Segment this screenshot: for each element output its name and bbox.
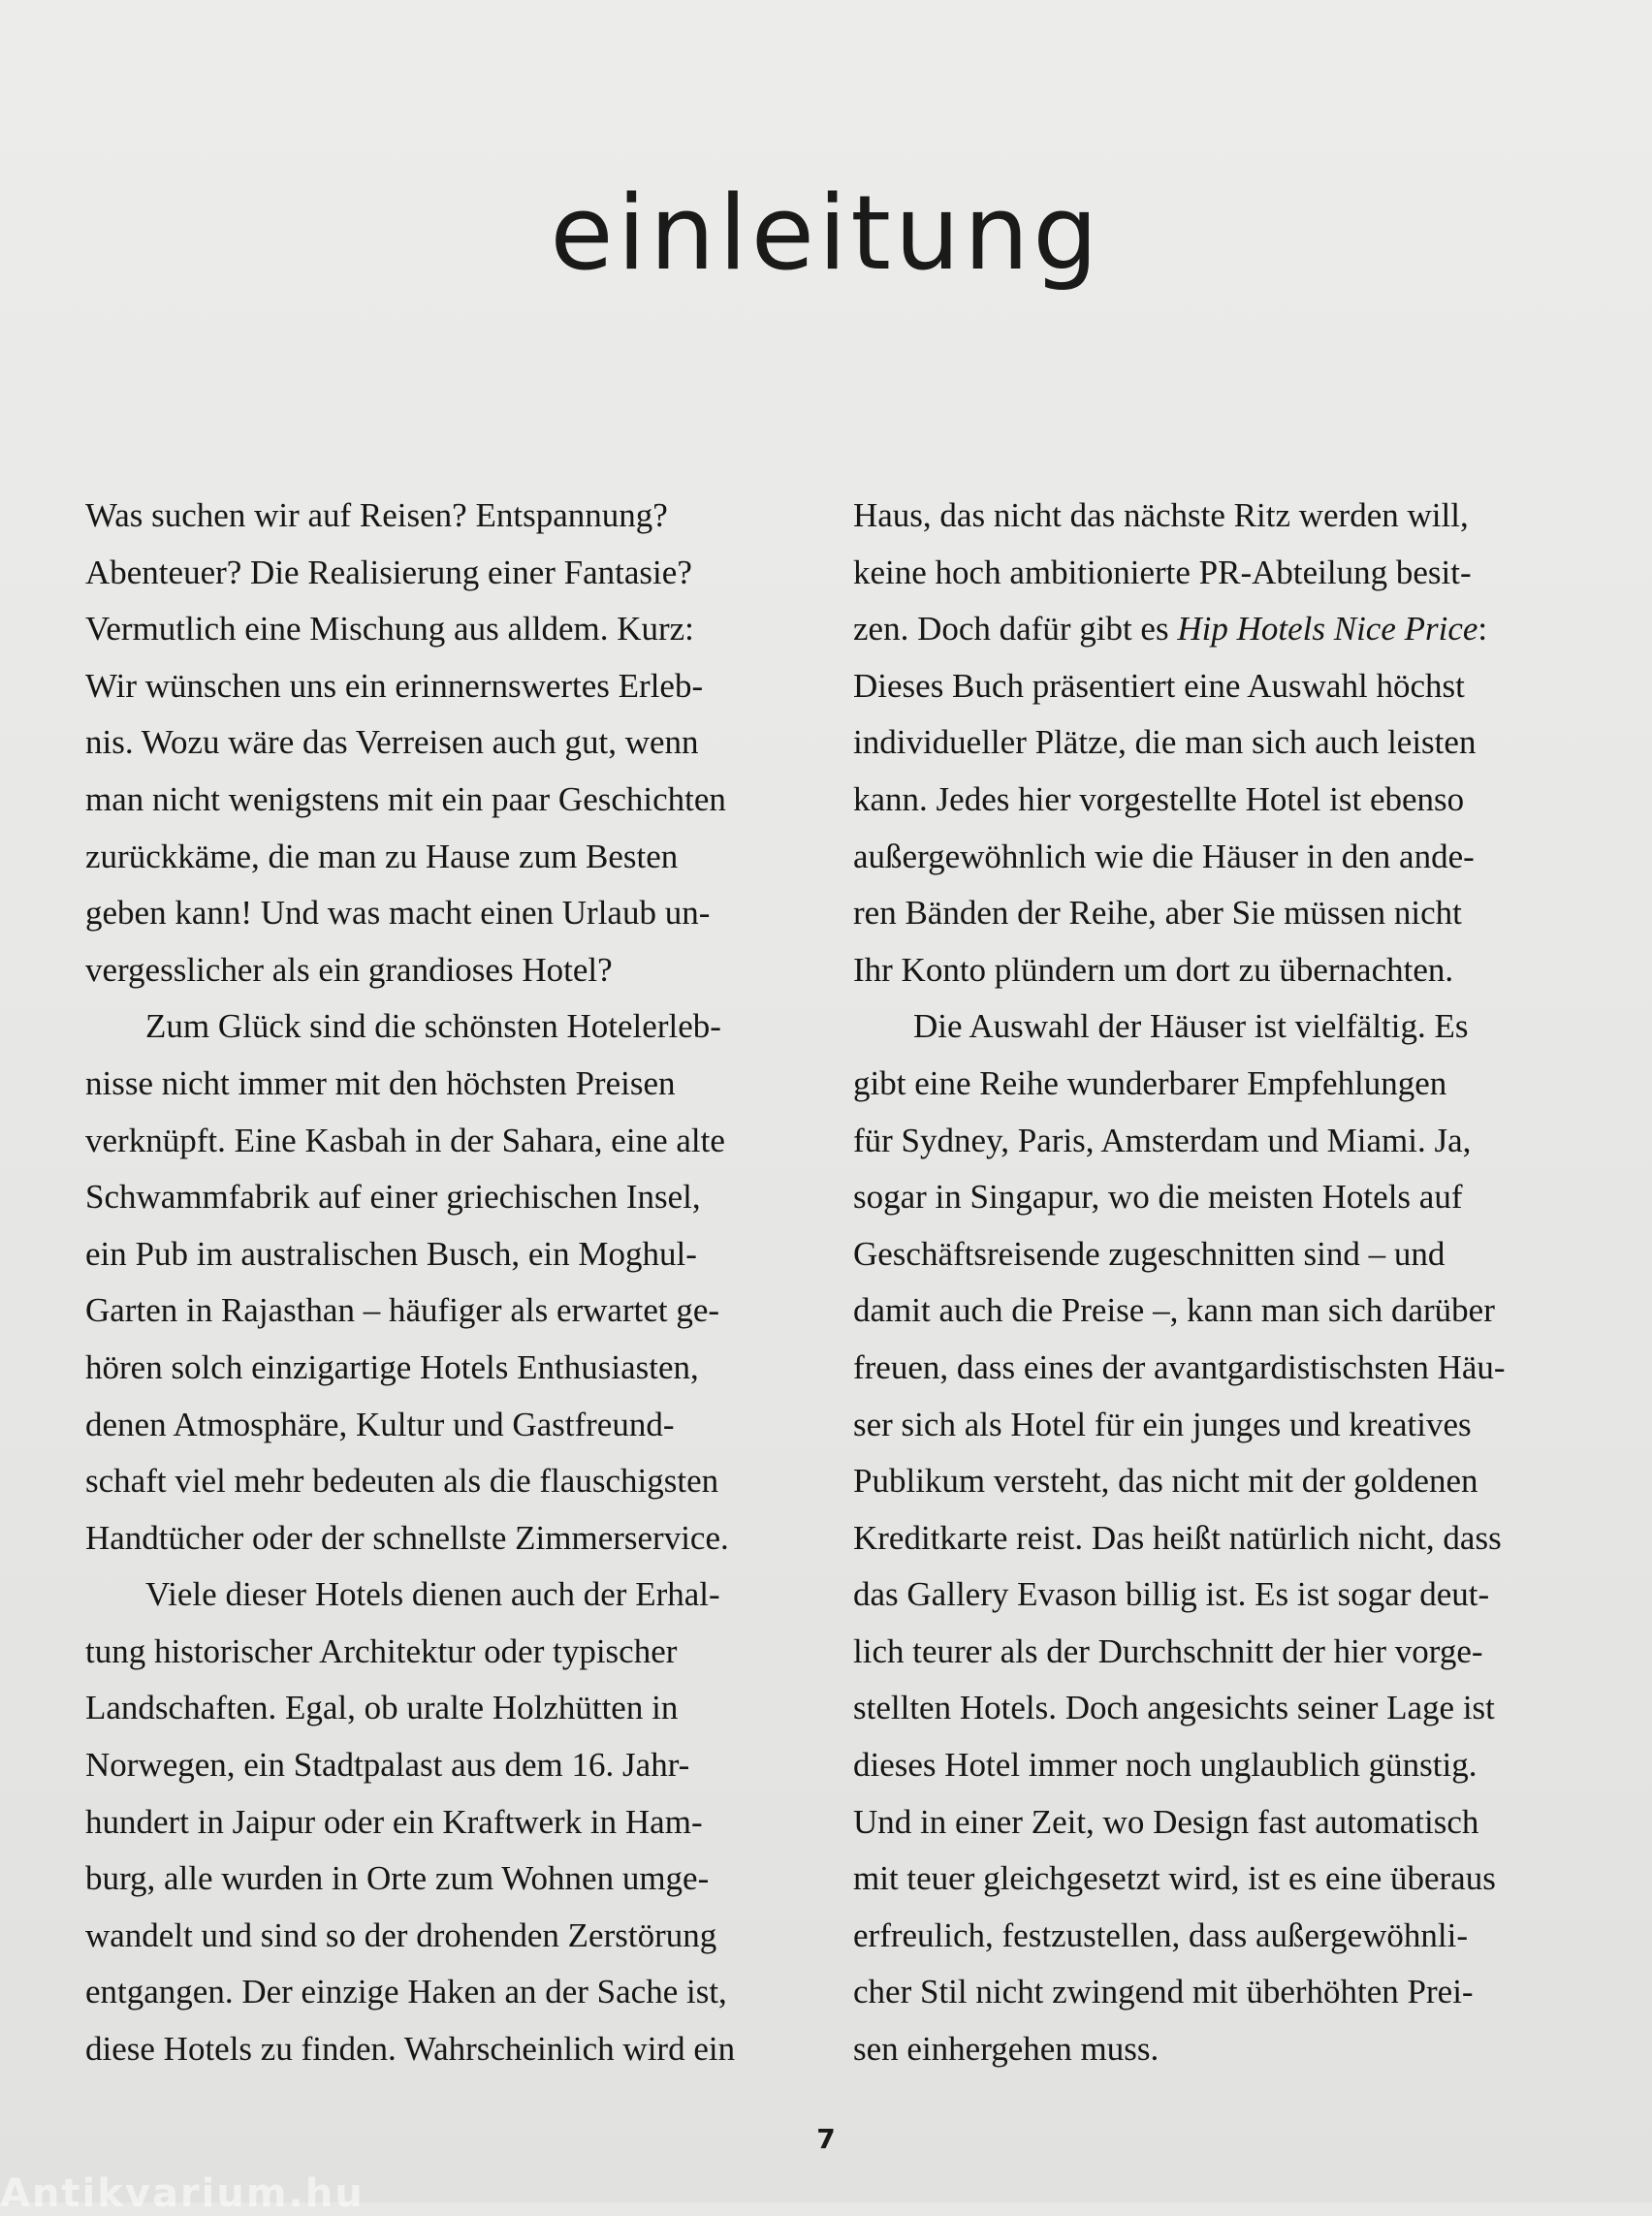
text-line: schaft viel mehr bedeuten als die flauschigsten (85, 1462, 719, 1501)
text-line: ren Bänden der Reihe, aber Sie müssen nicht (853, 894, 1462, 933)
text-line: ser sich als Hotel für ein junges und kreatives (853, 1405, 1472, 1443)
text-line: Zum Glück sind die schönsten Hotelerleb- (145, 1007, 721, 1046)
left-text-column (85, 488, 795, 2078)
watermark: Antikvarium.hu (0, 2171, 365, 2216)
text-line: diese Hotels zu finden. Wahrscheinlich wird ein (85, 2030, 736, 2069)
text-line: verknüpft. Eine Kasbah in der Sahara, eine alte (85, 1121, 725, 1159)
text-line: mit teuer gleichgesetzt wird, ist es eine überaus (853, 1859, 1496, 1898)
text-line: entgangen. Der einzige Haken an der Sache ist, (85, 1973, 727, 2011)
text-line: cher Stil nicht zwingend mit überhöhten Prei- (853, 1973, 1474, 2011)
text-line (853, 601, 1563, 658)
text-line: wandelt und sind so der drohenden Zerstörung (85, 1915, 717, 1954)
text-line: Landschaften. Egal, ob uralte Holzhütten in (85, 1689, 679, 1727)
text-line: hundert in Jaipur oder ein Kraftwerk in Ham- (85, 1802, 703, 1841)
text-line: Abenteuer? Die Realisierung einer Fantasie? (85, 553, 692, 591)
text-line: geben kann! Und was macht einen Urlaub un- (85, 894, 711, 933)
text-line: Handtücher oder der schnellste Zimmerservice. (85, 1518, 729, 1557)
text-line: dieses Hotel immer noch unglaublich günstig. (853, 1746, 1477, 1785)
text-line: gibt eine Reihe wunderbarer Empfehlungen (853, 1063, 1447, 1102)
book-title-italic: Hip Hotels Nice Price (1177, 610, 1478, 649)
text-line: Was suchen wir auf Reisen? Entspannung? (85, 496, 668, 534)
text-line: nis. Wozu wäre das Verreisen auch gut, wenn (85, 723, 699, 762)
text-line: Haus, das nicht das nächste Ritz werden will, (853, 496, 1469, 534)
text-line: stellten Hotels. Doch angesichts seiner Lage ist (853, 1689, 1495, 1727)
text-segment: zen. Doch dafür gibt es (853, 610, 1178, 649)
text-segment: : (1477, 610, 1488, 649)
text-line: kann. Jedes hier vorgestellte Hotel ist ebenso (853, 779, 1465, 818)
text-line: ein Pub im australischen Busch, ein Moghul- (85, 1234, 697, 1273)
text-line: Publikum versteht, das nicht mit der goldenen (853, 1462, 1478, 1501)
text-line: vergesslicher als ein grandioses Hotel? (85, 950, 613, 989)
text-line: Viele dieser Hotels dienen auch der Erhal- (145, 1575, 720, 1614)
text-line: Die Auswahl der Häuser ist vielfältig. Es (913, 1007, 1469, 1046)
text-line: damit auch die Preise –, kann man sich darüber (853, 1291, 1495, 1330)
text-line: sen einhergehen muss. (853, 2030, 1160, 2069)
text-line: burg, alle wurden in Orte zum Wohnen umge- (85, 1859, 710, 1898)
page-title: einleitung (550, 174, 1102, 293)
text-line: freuen, dass eines der avantgardistischsten Häu- (853, 1347, 1506, 1386)
text-line: Garten in Rajasthan – häufiger als erwartet ge- (85, 1291, 720, 1330)
text-line: erfreulich, festzustellen, dass außergewöhnli- (853, 1915, 1468, 1954)
text-line: zurückkäme, die man zu Hause zum Besten (85, 837, 679, 875)
text-line: nisse nicht immer mit den höchsten Preisen (85, 1063, 676, 1102)
text-line: tung historischer Architektur oder typischer (85, 1631, 678, 1670)
right-text-column (853, 488, 1563, 2078)
text-line: außergewöhnlich wie die Häuser in den ande- (853, 837, 1475, 875)
text-line: Dieses Buch präsentiert eine Auswahl höchst (853, 666, 1465, 705)
text-line: Norwegen, ein Stadtpalast aus dem 16. Jahr- (85, 1746, 690, 1785)
text-line: für Sydney, Paris, Amsterdam und Miami. Ja, (853, 1121, 1472, 1159)
text-line: das Gallery Evason billig ist. Es ist sogar deut- (853, 1575, 1490, 1614)
text-line: man nicht wenigstens mit ein paar Geschichten (85, 779, 726, 818)
text-line: Kreditkarte reist. Das heißt natürlich nicht, dass (853, 1518, 1502, 1557)
text-line: hören solch einzigartige Hotels Enthusiasten, (85, 1347, 699, 1386)
text-line: Wir wünschen uns ein erinnernswertes Erleb- (85, 666, 704, 705)
text-line: sogar in Singapur, wo die meisten Hotels auf (853, 1178, 1463, 1217)
page-number: 7 (816, 2123, 836, 2155)
text-line: denen Atmosphäre, Kultur und Gastfreund- (85, 1405, 675, 1443)
text-line: Schwammfabrik auf einer griechischen Insel, (85, 1178, 701, 1217)
text-line: Geschäftsreisende zugeschnitten sind – und (853, 1234, 1446, 1273)
text-line: individueller Plätze, die man sich auch leisten (853, 723, 1477, 762)
text-line: Und in einer Zeit, wo Design fast automatisch (853, 1802, 1479, 1841)
text-line: lich teurer als der Durchschnitt der hier vorge- (853, 1631, 1483, 1670)
text-line: keine hoch ambitionierte PR-Abteilung besit- (853, 553, 1472, 591)
text-line: Ihr Konto plündern um dort zu übernachten. (853, 950, 1454, 989)
text-line: Vermutlich eine Mischung aus alldem. Kurz: (85, 610, 694, 649)
